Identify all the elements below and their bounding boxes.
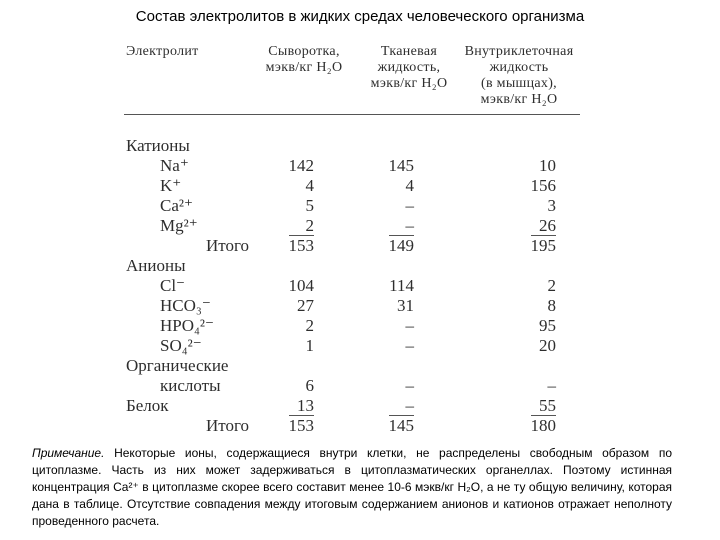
section-anions bbox=[124, 255, 580, 275]
row-name: K⁺ bbox=[160, 176, 182, 195]
cell-tissue: – bbox=[405, 316, 414, 335]
footnote bbox=[32, 445, 672, 530]
table-header bbox=[124, 36, 580, 115]
table-row bbox=[124, 175, 580, 195]
cell-intracellular: 8 bbox=[547, 296, 556, 315]
footnote-text: Некоторые ионы, содержащиеся внутри клетки, не распределены свободным образом по цитоплазме. Часть из них может задерживаться в цитоплазматических органеллах. Поэтому истинная концентрация Ca²⁺ в цитоплазме скорее всего составит менее 10-6 мэкв/кг H₂O, а не ту общую величину, которая дана в таблице. Отсутствие совпадения между итоговым содержанием анионов и катионов отражает неполноту проведенного расчета. bbox=[32, 446, 672, 528]
cell-serum: 153 bbox=[288, 236, 314, 255]
section-label: Анионы bbox=[126, 256, 186, 275]
cell-intracellular: 180 bbox=[530, 416, 556, 435]
cell-serum: 13 bbox=[297, 396, 314, 415]
cell-serum: 153 bbox=[288, 416, 314, 435]
cell-intracellular: 20 bbox=[539, 336, 556, 355]
table-row bbox=[124, 275, 580, 295]
cell-intracellular: 195 bbox=[530, 236, 556, 255]
row-name: Органические bbox=[126, 356, 229, 375]
section-label: Катионы bbox=[126, 136, 190, 155]
total-label: Итого bbox=[206, 236, 250, 255]
footnote-label: Примечание. bbox=[32, 446, 105, 460]
cell-intracellular: 10 bbox=[539, 156, 556, 175]
row-name: кислоты bbox=[160, 376, 221, 395]
total-label: Итого bbox=[206, 416, 250, 435]
row-name: Ca²⁺ bbox=[160, 196, 193, 215]
cell-tissue: 4 bbox=[405, 176, 414, 195]
cell-tissue: – bbox=[405, 196, 414, 215]
electrolyte-table bbox=[124, 36, 580, 435]
cell-intracellular: 156 bbox=[530, 176, 556, 195]
cell-intracellular: 3 bbox=[547, 196, 556, 215]
cell-serum: 4 bbox=[305, 176, 314, 195]
cell-serum: 2 bbox=[305, 316, 314, 335]
table-row bbox=[124, 395, 580, 415]
cell-tissue: – bbox=[405, 336, 414, 355]
row-name: Cl⁻ bbox=[160, 276, 186, 295]
cell-intracellular: 95 bbox=[539, 316, 556, 335]
cell-intracellular: 2 bbox=[547, 276, 556, 295]
cell-serum: 27 bbox=[297, 296, 314, 315]
table-row bbox=[124, 215, 580, 235]
cell-serum: 5 bbox=[305, 196, 314, 215]
cell-serum: 6 bbox=[305, 376, 314, 395]
header-intracellular-fluid: Внутриклеточная жидкость (в мышцах), мэкв/кг H₂O bbox=[464, 44, 574, 107]
row-name: SO₄²⁻ bbox=[160, 336, 202, 355]
header-tissue-fluid: Тканевая жидкость, мэкв/кг H₂O bbox=[370, 44, 448, 91]
cell-serum: 142 bbox=[288, 156, 314, 175]
cell-intracellular: 55 bbox=[539, 396, 556, 415]
cell-serum: 2 bbox=[305, 216, 314, 235]
table-row bbox=[124, 295, 580, 315]
table-row bbox=[124, 375, 580, 395]
cell-tissue: – bbox=[405, 216, 414, 235]
table-row bbox=[124, 195, 580, 215]
cell-serum: 1 bbox=[305, 336, 314, 355]
cell-intracellular: – bbox=[547, 376, 556, 395]
cell-tissue: 114 bbox=[389, 276, 414, 295]
header-serum: Сыворотка, мэкв/кг H₂O bbox=[265, 44, 343, 75]
table-row-total bbox=[124, 235, 580, 255]
table-row-total bbox=[124, 415, 580, 435]
cell-intracellular: 26 bbox=[539, 216, 556, 235]
table-row bbox=[124, 155, 580, 175]
cell-tissue: – bbox=[405, 396, 414, 415]
row-name: Белок bbox=[126, 396, 169, 415]
row-name: HPO₄²⁻ bbox=[160, 316, 215, 335]
row-name: Na⁺ bbox=[160, 156, 189, 175]
header-electrolyte: Электролит bbox=[126, 44, 199, 59]
table-row bbox=[124, 355, 580, 375]
cell-tissue: 145 bbox=[388, 156, 414, 175]
table-row bbox=[124, 335, 580, 355]
table-row bbox=[124, 315, 580, 335]
cell-serum: 104 bbox=[288, 276, 314, 295]
page-title: Состав электролитов в жидких средах человеческого организма bbox=[135, 8, 585, 25]
row-name: HCO₃⁻ bbox=[160, 296, 211, 315]
cell-tissue: 31 bbox=[397, 296, 414, 315]
cell-tissue: 145 bbox=[388, 416, 414, 435]
cell-tissue: 149 bbox=[388, 236, 414, 255]
cell-tissue: – bbox=[405, 376, 414, 395]
row-name: Mg²⁺ bbox=[160, 216, 198, 235]
section-cations bbox=[124, 135, 580, 155]
